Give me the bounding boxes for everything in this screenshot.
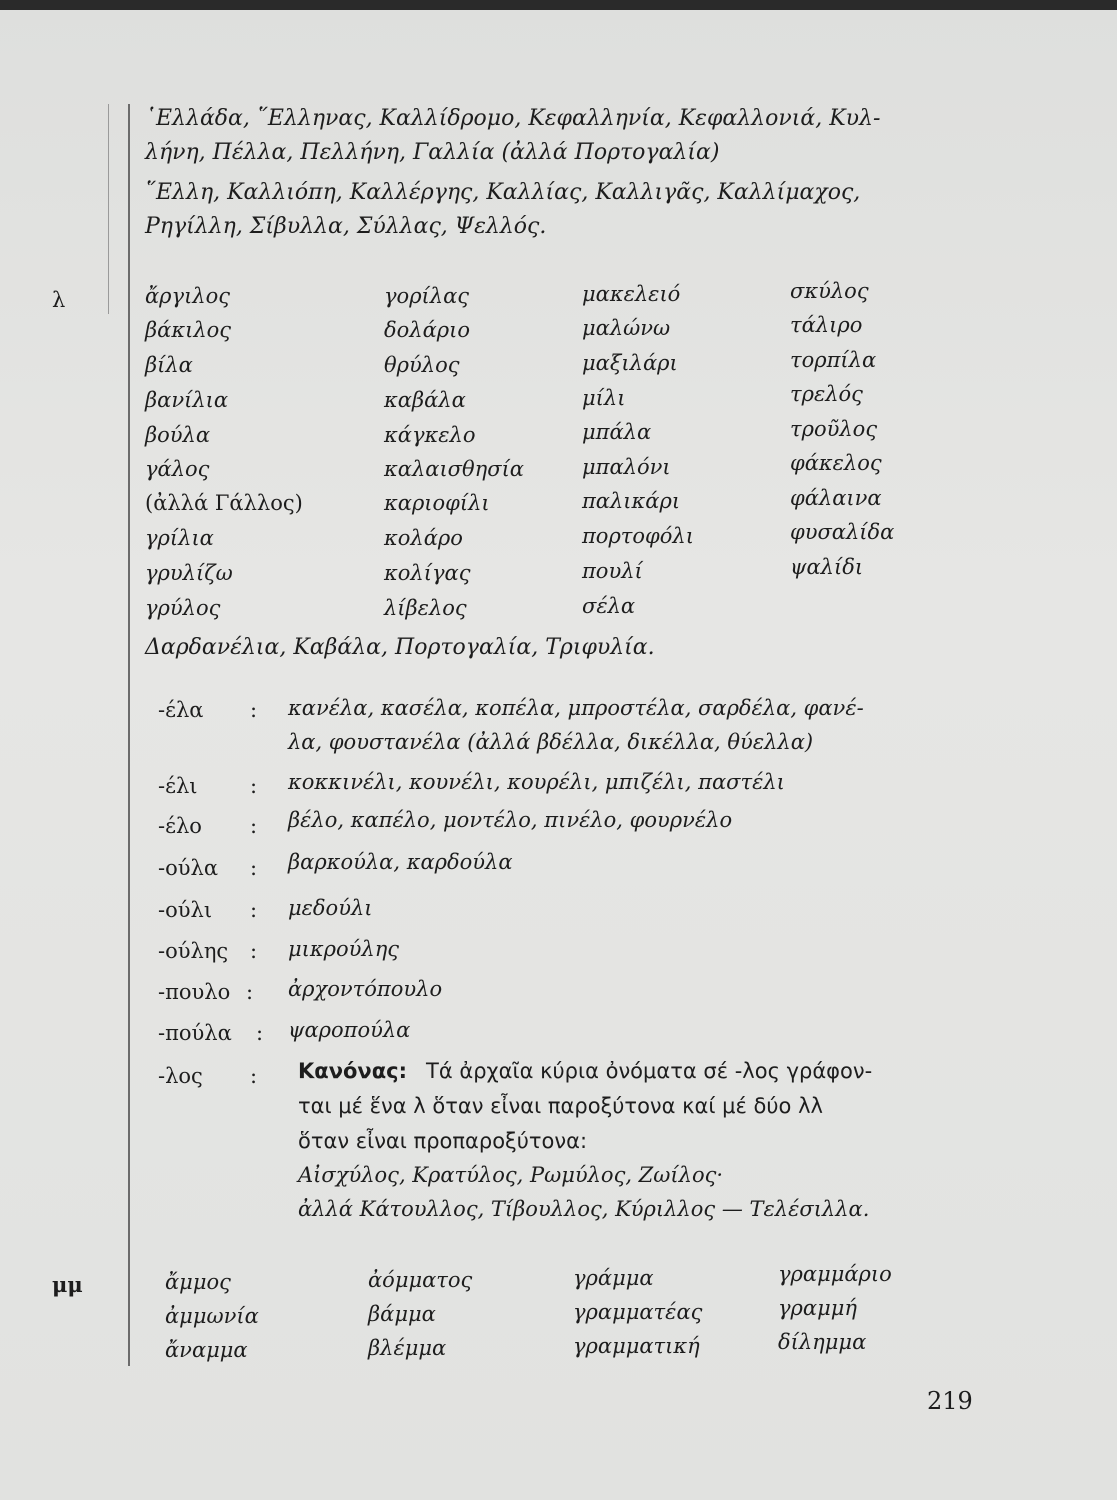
word-item: μπαλόνι	[582, 455, 671, 479]
suffix-examples: κοκκινέλι, κουνέλι, κουρέλι, μπιζέλι, παστέλι	[288, 770, 785, 794]
rule-label: Κανόνας:	[298, 1059, 408, 1083]
word-item: φυσαλίδα	[790, 520, 895, 544]
word-item: θρύλος	[384, 353, 460, 377]
suffix-label: -ούλα	[158, 856, 218, 880]
word-item: καριοφίλι	[384, 491, 490, 515]
suffix-colon: :	[250, 856, 258, 880]
word-item: καβάλα	[384, 388, 466, 412]
word-item: γραμματέας	[573, 1300, 703, 1324]
word-item: κολάρο	[384, 526, 463, 550]
word-item: βούλα	[145, 423, 211, 447]
word-item: μαλώνω	[582, 316, 671, 340]
suffix-examples-cont: λα, φουστανέλα (ἀλλά βδέλλα, δικέλλα, θύελλα)	[288, 730, 814, 754]
word-item: (ἀλλά Γάλλος)	[145, 491, 303, 515]
word-item: μίλι	[582, 386, 626, 410]
word-item: μπάλα	[582, 420, 652, 444]
rule-text-line-3: ὅταν εἶναι προπαροξύτονα:	[298, 1129, 588, 1153]
rule-text-line-2: ται μέ ἕνα λ ὅταν εἶναι παροξύτονα καί μέ δύο λλ	[298, 1094, 823, 1118]
word-item: γρυλίζω	[145, 561, 233, 585]
word-item: βίλα	[145, 353, 193, 377]
suffix-colon: :	[256, 1021, 264, 1045]
word-item: σκύλος	[790, 279, 869, 303]
word-item: τρελός	[790, 382, 863, 406]
intro-line-2: λήνη, Πέλλα, Πελλήνη, Γαλλία (ἀλλά Πορτογαλία)	[145, 140, 720, 165]
suffix-label: -ούλι	[158, 898, 213, 922]
word-item: γραμμάριο	[778, 1262, 892, 1286]
word-item: τάλιρο	[790, 313, 863, 337]
word-item: φάκελος	[790, 451, 882, 475]
word-item: ἄργιλος	[145, 284, 231, 308]
intro-line-4: Ρηγίλλη, Σίβυλλα, Σύλλας, Ψελλός.	[145, 214, 547, 239]
word-item: μακελειό	[582, 282, 681, 306]
word-item: τροῦλος	[790, 417, 878, 441]
word-item: μαξιλάρι	[582, 351, 678, 375]
suffix-label: -πουλο	[158, 980, 231, 1004]
intro-line-3: ῞Ελλη, Καλλιόπη, Καλλέργης, Καλλίας, Καλλιγᾶς, Καλλίμαχος,	[145, 180, 861, 205]
scan-top-edge	[0, 0, 1117, 10]
word-item: δίλημμα	[778, 1330, 867, 1354]
word-item: βάμμα	[368, 1302, 436, 1326]
word-item: γάλος	[145, 457, 210, 481]
rule-examples-line-1: Αἰσχύλος, Κρατύλος, Ρωμύλος, Ζωίλος·	[298, 1163, 724, 1187]
word-item: καλαισθησία	[384, 457, 524, 481]
word-item: γρίλια	[145, 526, 214, 550]
margin-rule	[128, 104, 130, 1366]
word-item: κάγκελο	[384, 423, 476, 447]
margin-label-lambda: λ	[52, 288, 66, 312]
page-number: 219	[927, 1387, 973, 1415]
word-item: γράμμα	[573, 1266, 654, 1290]
word-item: γραμμή	[778, 1296, 857, 1320]
word-item: βλέμμα	[368, 1336, 447, 1360]
word-item: πουλί	[582, 559, 643, 583]
word-item: ἀόμματος	[368, 1268, 473, 1292]
suffix-examples: βέλο, καπέλο, μοντέλο, πινέλο, φουρνέλο	[288, 808, 733, 832]
suffix-colon: :	[250, 898, 258, 922]
suffix-label: -λος	[158, 1064, 203, 1088]
suffix-label: -έλι	[158, 774, 198, 798]
word-item: γορίλας	[384, 284, 470, 308]
suffix-examples: βαρκούλα, καρδούλα	[288, 850, 513, 874]
suffix-examples: ἀρχοντόπουλο	[288, 977, 443, 1001]
word-item: γραμματική	[573, 1334, 700, 1358]
suffix-label: -έλο	[158, 814, 202, 838]
word-item: πορτοφόλι	[582, 524, 694, 548]
suffix-colon: :	[246, 980, 254, 1004]
suffix-label: -έλα	[158, 698, 204, 722]
word-item: ψαλίδι	[790, 555, 864, 579]
word-item: βάκιλος	[145, 318, 232, 342]
word-item: ἀμμωνία	[165, 1304, 259, 1328]
suffix-colon: :	[250, 939, 258, 963]
word-item: ἄναμμα	[165, 1338, 248, 1362]
rule-text-line-1: Τά ἀρχαῖα κύρια ὀνόματα σέ -λος γράφον-	[426, 1059, 873, 1083]
word-item: λίβελος	[384, 596, 467, 620]
suffix-colon: :	[250, 774, 258, 798]
word-item: δολάριο	[384, 318, 470, 342]
suffix-examples: κανέλα, κασέλα, κοπέλα, μπροστέλα, σαρδέλα, φανέ-	[288, 696, 864, 720]
suffix-colon: :	[250, 698, 258, 722]
suffix-colon: :	[250, 1064, 258, 1088]
suffix-examples: μικρούλης	[288, 937, 400, 961]
word-item: τορπίλα	[790, 348, 877, 372]
suffix-examples: μεδούλι	[288, 896, 373, 920]
proper-names-line: Δαρδανέλια, Καβάλα, Πορτογαλία, Τριφυλία.	[145, 635, 655, 660]
word-item: ἄμμος	[165, 1270, 231, 1294]
word-item: παλικάρι	[582, 489, 681, 513]
word-item: κολίγας	[384, 561, 471, 585]
suffix-label: -ούλης	[158, 939, 229, 963]
word-item: φάλαινα	[790, 486, 882, 510]
rule-examples-line-2: ἀλλά Κάτουλλος, Τίβουλλος, Κύριλλος — Τελέσιλλα.	[298, 1197, 870, 1221]
intro-line-1: ῾Ελλάδα, ῞Ελληνας, Καλλίδρομο, Κεφαλληνία, Κεφαλλονιά, Κυλ-	[145, 106, 881, 131]
suffix-label: -πούλα	[158, 1021, 232, 1045]
word-item: σέλα	[582, 594, 636, 618]
margin-label-mm: μμ	[52, 1272, 83, 1297]
suffix-colon: :	[250, 814, 258, 838]
word-item: γρύλος	[145, 596, 221, 620]
suffix-examples: ψαροπούλα	[288, 1018, 411, 1042]
word-item: βανίλια	[145, 388, 229, 412]
margin-rule-faint	[108, 104, 109, 314]
